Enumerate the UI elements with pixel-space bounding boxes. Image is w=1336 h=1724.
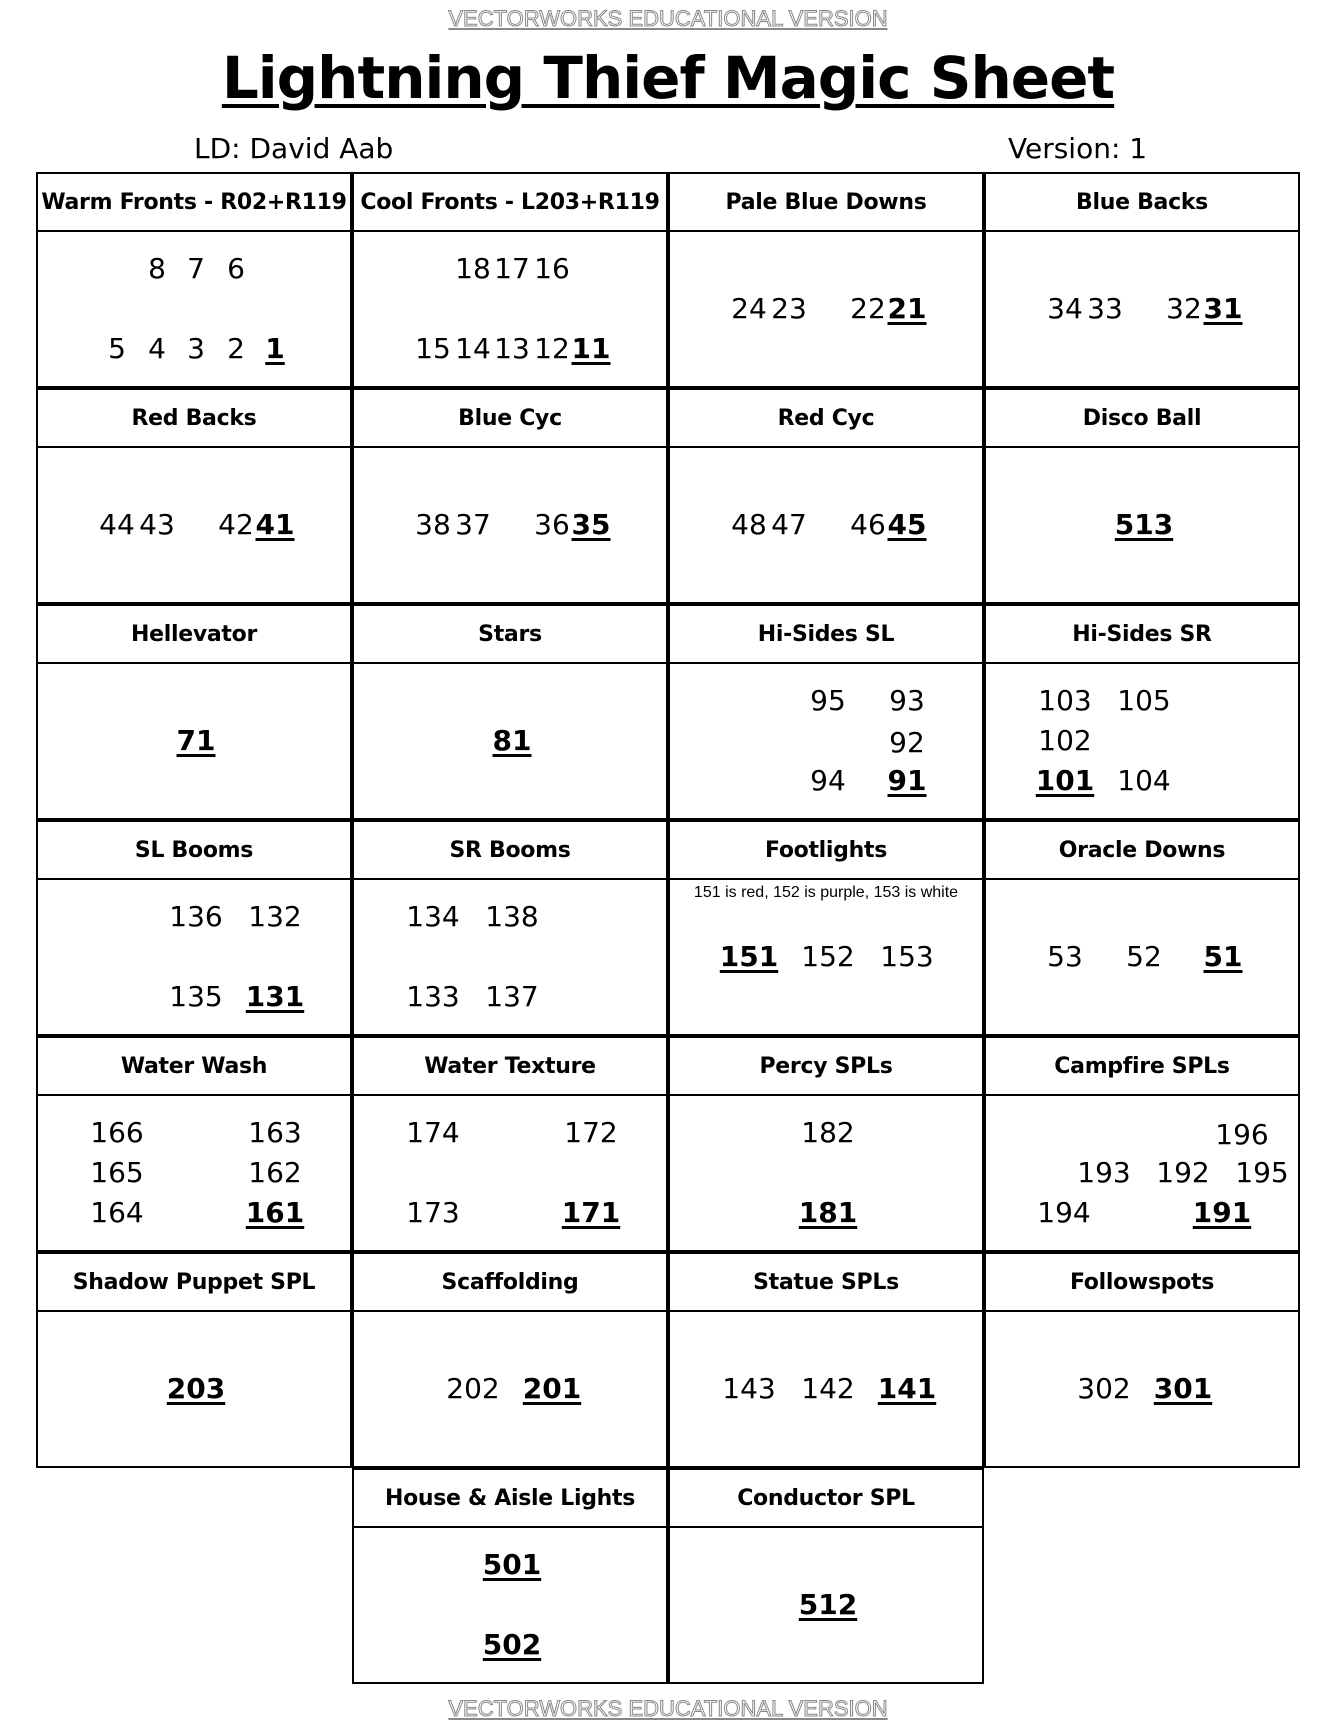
block-channels [36, 230, 352, 388]
channel: 92 [889, 726, 925, 759]
block-title: Hellevator [36, 604, 352, 664]
channel: 12 [534, 332, 570, 365]
channel-master: 51 [1203, 940, 1243, 973]
channel-master: 301 [1153, 1372, 1213, 1405]
channel: 38 [415, 508, 451, 541]
block-channels [36, 878, 352, 1036]
channel: 52 [1126, 940, 1162, 973]
channel: 13 [494, 332, 530, 365]
channel: 165 [90, 1156, 144, 1189]
block-channels [352, 662, 668, 820]
channel: 153 [880, 940, 934, 973]
channel: 93 [889, 684, 925, 717]
block-channels [668, 1094, 984, 1252]
channel: 135 [169, 980, 223, 1013]
block-title: Blue Backs [984, 172, 1300, 232]
channel: 37 [455, 508, 491, 541]
channel-master: 203 [166, 1372, 226, 1405]
channel-master: 161 [245, 1196, 305, 1229]
block-title: Water Wash [36, 1036, 352, 1096]
block-channels [352, 230, 668, 388]
channel: 24 [731, 292, 767, 325]
channel: 36 [534, 508, 570, 541]
version-label: Version: 1 [1008, 132, 1148, 165]
channel: 164 [90, 1196, 144, 1229]
channel: 22 [850, 292, 886, 325]
channel-master: 101 [1035, 764, 1095, 797]
channel-master: 513 [1114, 508, 1174, 541]
watermark-bottom: VECTORWORKS EDUCATIONAL VERSION [448, 1696, 888, 1721]
channel-master: 191 [1192, 1196, 1252, 1229]
channel: 47 [771, 508, 807, 541]
block-title: Shadow Puppet SPL [36, 1252, 352, 1312]
channel-master: 502 [482, 1628, 542, 1661]
page-title: Lightning Thief Magic Sheet [221, 44, 1115, 112]
channel: 172 [564, 1116, 618, 1149]
block-channels [984, 1094, 1300, 1252]
channel-master: 1 [265, 332, 285, 365]
channel-master: 512 [798, 1588, 858, 1621]
block-title: SL Booms [36, 820, 352, 880]
channel: 94 [810, 764, 846, 797]
block-channels [668, 1526, 984, 1684]
channel: 134 [406, 900, 460, 933]
channel: 17 [494, 252, 530, 285]
block-channels [668, 662, 984, 820]
channel-master: 21 [887, 292, 927, 325]
channel: 7 [187, 252, 205, 285]
block-title: SR Booms [352, 820, 668, 880]
lighting-designer: LD: David Aab [194, 132, 394, 165]
channel: 202 [446, 1372, 500, 1405]
footlights-note: 151 is red, 152 is purple, 153 is white [693, 884, 959, 901]
block-channels [36, 1094, 352, 1252]
block-channels [352, 878, 668, 1036]
channel: 34 [1047, 292, 1083, 325]
block-title: Followspots [984, 1252, 1300, 1312]
channel-master: 151 [719, 940, 779, 973]
channel-master: 181 [798, 1196, 858, 1229]
channel: 6 [227, 252, 245, 285]
block-channels [352, 1310, 668, 1468]
block-channels [984, 662, 1300, 820]
block-title: Hi-Sides SL [668, 604, 984, 664]
channel-master: 41 [255, 508, 295, 541]
channel: 43 [139, 508, 175, 541]
channel: 132 [248, 900, 302, 933]
channel-master: 11 [571, 332, 611, 365]
block-channels [36, 446, 352, 604]
channel: 138 [485, 900, 539, 933]
channel: 102 [1038, 724, 1092, 757]
channel: 174 [406, 1116, 460, 1149]
channel: 32 [1166, 292, 1202, 325]
channel: 14 [455, 332, 491, 365]
channel-master: 45 [887, 508, 927, 541]
channel: 103 [1038, 684, 1092, 717]
block-title: Red Cyc [668, 388, 984, 448]
block-title: Cool Fronts - L203+R119 [352, 172, 668, 232]
channel: 4 [148, 332, 166, 365]
channel: 44 [99, 508, 135, 541]
block-channels [668, 446, 984, 604]
channel: 18 [455, 252, 491, 285]
block-title: Red Backs [36, 388, 352, 448]
block-title: Hi-Sides SR [984, 604, 1300, 664]
channel: 193 [1077, 1156, 1131, 1189]
channel: 5 [108, 332, 126, 365]
channel: 194 [1037, 1196, 1091, 1229]
block-channels [36, 1310, 352, 1468]
block-channels [668, 878, 984, 1036]
channel-master: 141 [877, 1372, 937, 1405]
channel: 46 [850, 508, 886, 541]
channel-master: 131 [245, 980, 305, 1013]
block-title: Percy SPLs [668, 1036, 984, 1096]
block-title: Campfire SPLs [984, 1036, 1300, 1096]
block-channels [352, 446, 668, 604]
block-title: Statue SPLs [668, 1252, 984, 1312]
channel: 16 [534, 252, 570, 285]
block-title: Warm Fronts - R02+R119 [36, 172, 352, 232]
channel: 33 [1087, 292, 1123, 325]
channel-master: 71 [176, 724, 216, 757]
channel: 8 [148, 252, 166, 285]
block-title: Blue Cyc [352, 388, 668, 448]
block-channels [984, 230, 1300, 388]
channel: 195 [1235, 1156, 1289, 1189]
block-channels [984, 1310, 1300, 1468]
block-channels [668, 230, 984, 388]
channel: 3 [187, 332, 205, 365]
channel: 104 [1117, 764, 1171, 797]
channel: 23 [771, 292, 807, 325]
channel: 163 [248, 1116, 302, 1149]
channel: 15 [415, 332, 451, 365]
channel: 133 [406, 980, 460, 1013]
channel: 137 [485, 980, 539, 1013]
channel: 53 [1047, 940, 1083, 973]
block-title: Scaffolding [352, 1252, 668, 1312]
channel: 192 [1156, 1156, 1210, 1189]
channel-master: 31 [1203, 292, 1243, 325]
block-channels [984, 446, 1300, 604]
channel: 95 [810, 684, 846, 717]
channel-master: 81 [492, 724, 532, 757]
block-channels [984, 878, 1300, 1036]
block-channels [352, 1094, 668, 1252]
channel: 42 [218, 508, 254, 541]
block-channels [668, 1310, 984, 1468]
block-title: House & Aisle Lights [352, 1468, 668, 1528]
block-title: Water Texture [352, 1036, 668, 1096]
block-title: Stars [352, 604, 668, 664]
block-title: Conductor SPL [668, 1468, 984, 1528]
channel-master: 171 [561, 1196, 621, 1229]
block-title: Oracle Downs [984, 820, 1300, 880]
channel-master: 91 [887, 764, 927, 797]
block-title: Footlights [668, 820, 984, 880]
channel: 136 [169, 900, 223, 933]
channel-master: 201 [522, 1372, 582, 1405]
channel: 143 [722, 1372, 776, 1405]
block-channels [36, 662, 352, 820]
channel: 166 [90, 1116, 144, 1149]
channel: 152 [801, 940, 855, 973]
watermark-top: VECTORWORKS EDUCATIONAL VERSION [448, 6, 888, 31]
channel: 173 [406, 1196, 460, 1229]
channel: 196 [1215, 1118, 1269, 1151]
channel: 142 [801, 1372, 855, 1405]
block-channels [352, 1526, 668, 1684]
channel: 302 [1077, 1372, 1131, 1405]
block-title: Pale Blue Downs [668, 172, 984, 232]
channel: 48 [731, 508, 767, 541]
block-title: Disco Ball [984, 388, 1300, 448]
channel: 182 [801, 1116, 855, 1149]
channel-master: 501 [482, 1548, 542, 1581]
channel: 105 [1117, 684, 1171, 717]
channel: 162 [248, 1156, 302, 1189]
channel-master: 35 [571, 508, 611, 541]
channel: 2 [227, 332, 245, 365]
